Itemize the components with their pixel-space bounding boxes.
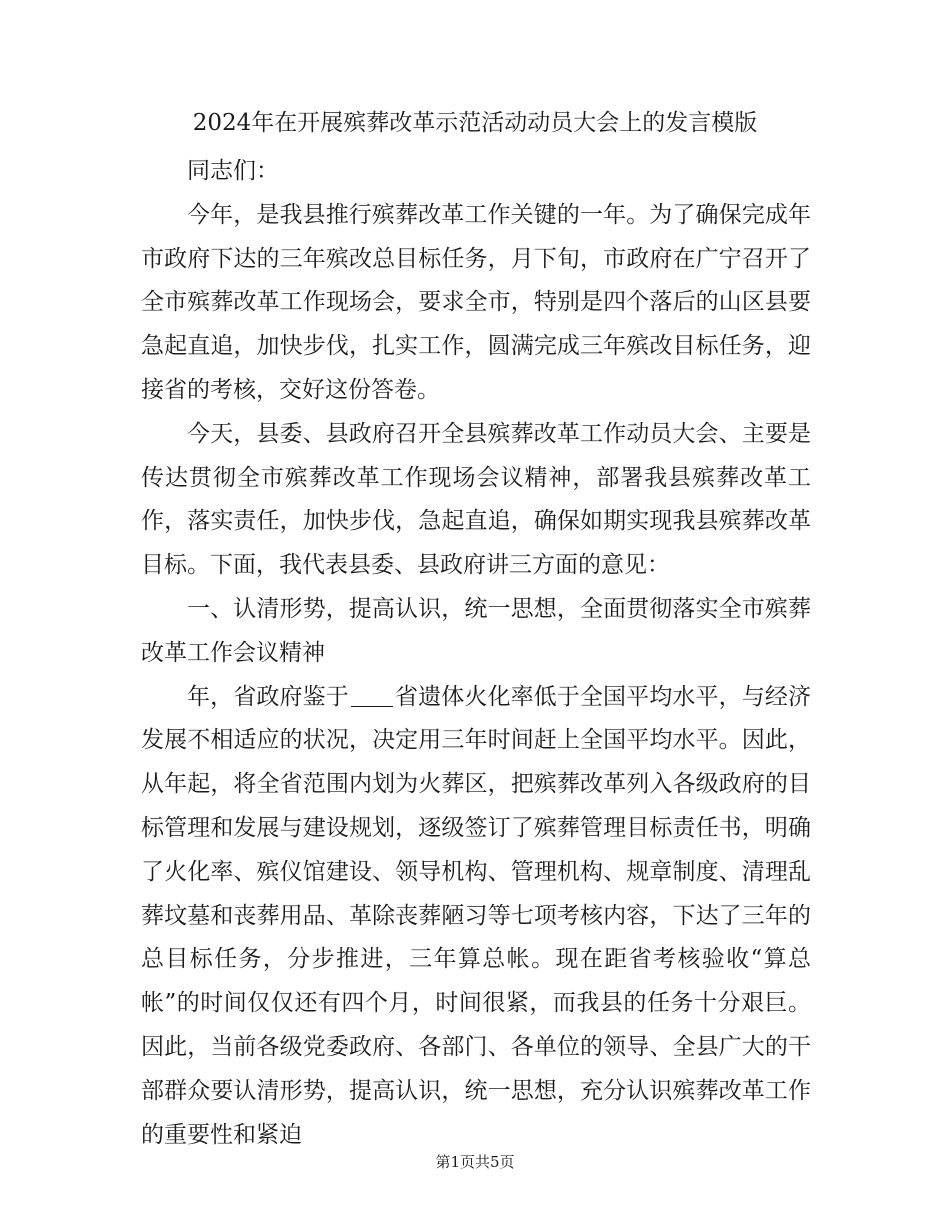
paragraph-situation: [141, 676, 811, 1158]
salutation: 同志们：: [187, 158, 279, 184]
paragraph-situation-start: 年，省政府鉴于: [187, 683, 349, 710]
page-number-footer: 第1页共5页: [435, 1153, 515, 1171]
paragraph-intro: 今年，是我县推行殡葬改革工作关键的一年。为了确保完成年市政府下达的三年殡改总目标任务，月下旬，市政府在广宁召开了全市殡葬改革工作现场会，要求全市，特别是四个落后的山区县要急起直追，加快步伐，扎实工作，圆满完成三年殡改目标任务，迎接省的考核，交好这份答卷。: [141, 201, 811, 403]
paragraph-situation-rest: 省遗体火化率低于全国平均水平，与经济发展不相适应的状况，决定用三年时间赶上全国平均水平。因此，从年起，将全省范围内划为火葬区，把殡葬改革列入各级政府的目标管理和发展与建设规划，逐级签订了殡葬管理目标责任书，明确了火化率、殡仪馆建设、领导机构、管理机构、规章制度、清理乱葬坟墓和丧葬用品、革除丧葬陋习等七项考核内容，下达了三年的总目标任务，分步推进，三年算总帐。现在距省考核验收“算总帐”的时间仅仅还有四个月，时间很紧，而我县的任务十分艰巨。因此，当前各级党委政府、各部门、各单位的领导、全县广大的干部群众要认清形势，提高认识，统一思想，充分认识殡葬改革工作的重要性和紧迫: [141, 683, 812, 1148]
paragraph-purpose: 今天，县委、县政府召开全县殡葬改革工作动员大会、主要是传达贯彻全市殡葬改革工作现场会议精神，部署我县殡葬改革工作，落实责任，加快步伐，急起直追，确保如期实现我县殡葬改革目标。下面，我代表县委、县政府讲三方面的意见：: [141, 420, 811, 579]
section-heading-1: 一、认清形势，提高认识，统一思想，全面贯彻落实全市殡葬改革工作会议精神: [141, 595, 811, 666]
fill-in-blank: [351, 683, 393, 707]
document-body: [141, 150, 811, 1157]
document-title: 2024年在开展殡葬改革示范活动动员大会上的发言模版: [192, 110, 758, 136]
